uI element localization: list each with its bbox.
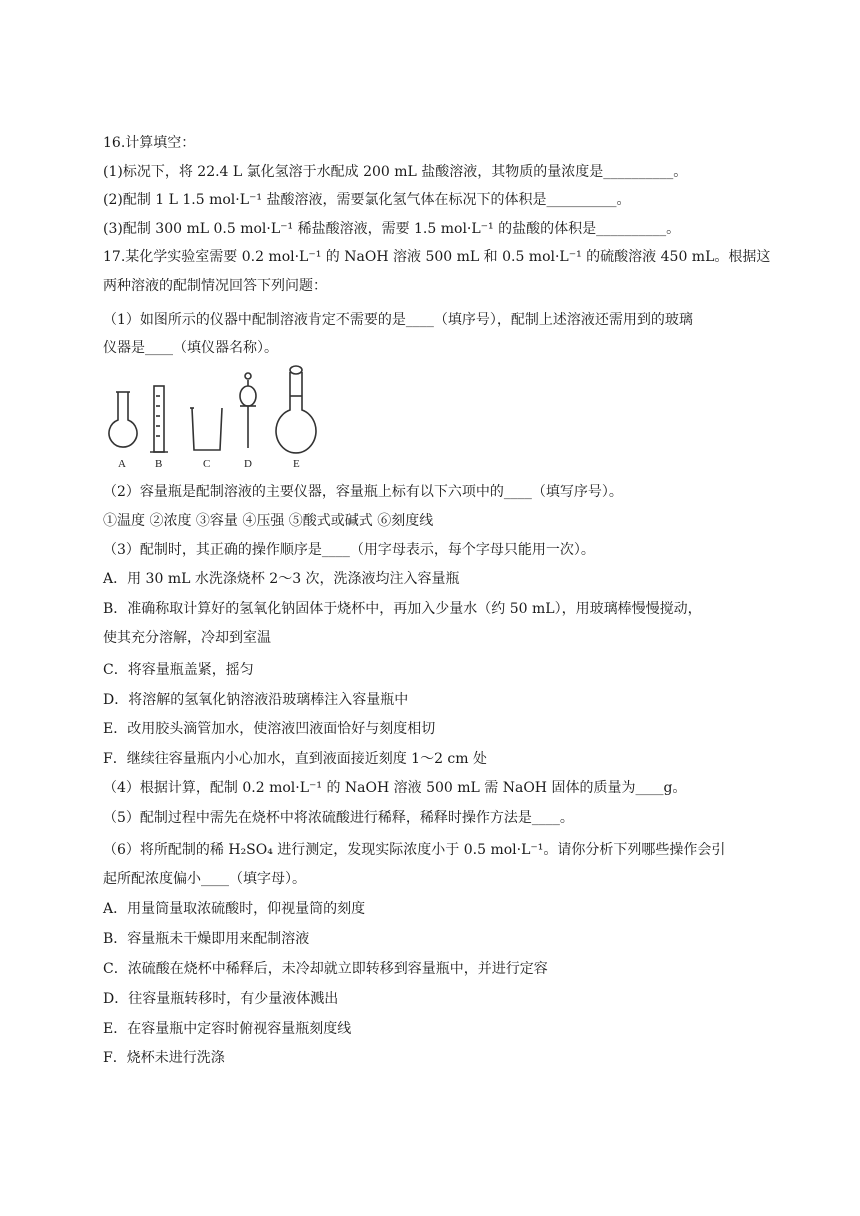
q17-stem-line2: 两种溶液的配制情况回答下列问题： [103, 278, 327, 294]
q17-part2-options: ①温度 ②浓度 ③容量 ④压强 ⑤酸式或碱式 ⑥刻度线 [103, 513, 434, 529]
q17-part6-option-c: C．浓硫酸在烧杯中稀释后，未冷却就立即转移到容量瓶中，并进行定容 [103, 961, 548, 977]
q17-part3-stem: （3）配制时，其正确的操作顺序是____（用字母表示，每个字母只能用一次）。 [103, 542, 595, 558]
q17-part6-option-a: A．用量筒量取浓硫酸时，仰视量筒的刻度 [103, 901, 366, 917]
volumetric-flask-icon [276, 366, 316, 453]
q17-part1-line2: 仪器是____（填仪器名称）。 [103, 340, 278, 356]
separatory-funnel-icon [240, 373, 256, 448]
q17-part6-option-d: D．往容量瓶转移时，有少量液体溅出 [103, 991, 339, 1007]
q17-part4: （4）根据计算，配制 0.2 mol·L⁻¹ 的 NaOH 溶液 500 mL 需 NaOH 固体的质量为____g。 [103, 780, 687, 796]
q17-part3-option-a: A．用 30 mL 水洗涤烧杯 2～3 次，洗涤液均注入容量瓶 [103, 571, 460, 587]
apparatus-figure [100, 362, 320, 474]
q17-part6-line1: （6）将所配制的稀 H₂SO₄ 进行测定，发现实际浓度小于 0.5 mol·L⁻¹。请你分析下列哪些操作会引 [103, 842, 726, 858]
q17-part6-line2: 起所配浓度偏小____（填字母）。 [103, 871, 306, 887]
q16-part3: (3)配制 300 mL 0.5 mol·L⁻¹ 稀盐酸溶液，需要 1.5 mol·L⁻¹ 的盐酸的体积是__________。 [103, 221, 681, 237]
q17-part1-line1: （1）如图所示的仪器中配制溶液肯定不需要的是____（填序号），配制上述溶液还需用到的玻璃 [103, 312, 693, 328]
figure-label-c: C [203, 458, 211, 470]
q17-stem-line1: 17.某化学实验室需要 0.2 mol·L⁻¹ 的 NaOH 溶液 500 mL 和 0.5 mol·L⁻¹ 的硫酸溶液 450 mL。根据这 [103, 249, 771, 265]
graduated-cylinder-icon [150, 386, 168, 452]
q17-part3-option-b-line1: B．准确称取计算好的氢氧化钠固体于烧杯中，再加入少量水（约 50 mL），用玻璃棒慢慢搅动， [103, 601, 702, 617]
q17-part6-option-b: B．容量瓶未干燥即用来配制溶液 [103, 931, 310, 947]
q17-part6-option-e: E．在容量瓶中定容时俯视容量瓶刻度线 [103, 1021, 352, 1037]
figure-label-a: A [118, 458, 126, 470]
q17-part2-line1: （2）容量瓶是配制溶液的主要仪器，容量瓶上标有以下六项中的____（填写序号）。 [103, 484, 623, 500]
q17-part3-option-c: C．将容量瓶盖紧，摇匀 [103, 662, 254, 678]
q17-part6-option-f: F．烧杯未进行洗涤 [103, 1050, 225, 1066]
q17-part3-option-d: D．将溶解的氢氧化钠溶液沿玻璃棒注入容量瓶中 [103, 692, 409, 708]
q17-part5: （5）配制过程中需先在烧杯中将浓硫酸进行稀释，稀释时操作方法是____。 [103, 810, 574, 826]
q16-part1: (1)标况下，将 22.4 L 氯化氢溶于水配成 200 mL 盐酸溶液，其物质的量浓度是__________。 [103, 164, 688, 180]
q17-part3-option-e: E．改用胶头滴管加水，使溶液凹液面恰好与刻度相切 [103, 721, 436, 737]
figure-label-e: E [293, 458, 300, 470]
apparatus-drawing [100, 362, 320, 458]
figure-label-b: B [155, 458, 163, 470]
beaker-icon [190, 408, 222, 450]
q16-title: 16.计算填空： [103, 135, 196, 151]
q17-part3-option-f: F．继续往容量瓶内小心加水，直到液面接近刻度 1～2 cm 处 [103, 751, 487, 767]
figure-label-d: D [244, 458, 252, 470]
q16-part2: (2)配制 1 L 1.5 mol·L⁻¹ 盐酸溶液，需要氯化氢气体在标况下的体积是__________。 [103, 192, 631, 208]
round-bottom-flask-icon [109, 392, 137, 447]
q17-part3-option-b-line2: 使其充分溶解，冷却到室温 [103, 630, 271, 646]
